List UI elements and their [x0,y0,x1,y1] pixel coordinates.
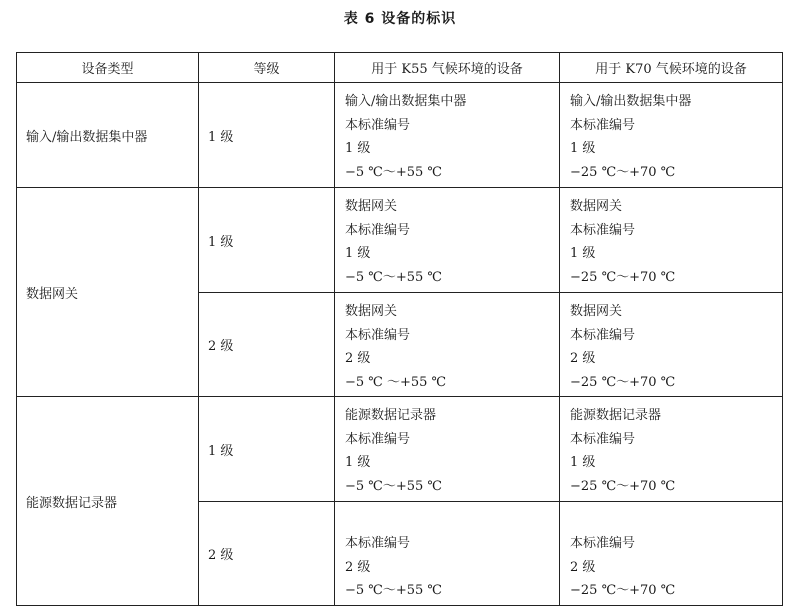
marking-line: 1 级 [570,141,596,156]
marking-line: 1 级 [345,246,371,261]
header-k70: 用于 K70 气候环境的设备 [560,53,783,83]
table-row [17,188,783,293]
marking-line: 能源数据记录器 [570,408,662,423]
marking-line: 1 级 [570,455,596,470]
marking-line: 本标准编号 [345,431,411,447]
k70-marking-cell [560,293,783,397]
k70-marking-cell [560,502,783,606]
marking-line: 2 级 [345,351,371,366]
marking-line: 数据网关 [345,304,398,319]
k55-marking-cell [335,502,560,606]
table-row [17,83,783,188]
marking-line: −5 ℃～+55 ℃ [345,164,442,180]
k55-marking-cell [335,188,560,293]
marking-line: 输入/输出数据集中器 [345,94,467,109]
k55-marking-cell [335,397,560,502]
marking-line: 数据网关 [570,199,623,214]
level-cell: 1 级 [199,83,335,188]
k70-marking-cell [560,397,783,502]
marking-line: −5 ℃～+55 ℃ [345,269,442,285]
marking-line: −5 ℃～+55 ℃ [345,478,442,494]
marking-line: −5 ℃ ～+55 ℃ [345,374,447,390]
marking-line: −25 ℃～+70 ℃ [570,164,676,180]
header-level: 等级 [199,53,335,83]
k70-marking-cell [560,188,783,293]
header-row [17,53,783,83]
marking-line: −25 ℃～+70 ℃ [570,478,676,494]
device-type-cell: 输入/输出数据集中器 [17,83,199,188]
marking-line: 1 级 [345,455,371,470]
marking-line: −25 ℃～+70 ℃ [570,269,676,285]
level-cell: 1 级 [199,188,335,293]
marking-line: −25 ℃～+70 ℃ [570,374,676,390]
device-type-cell: 数据网关 [17,188,199,397]
marking-line: 本标准编号 [570,222,636,238]
header-device-type: 设备类型 [17,53,199,83]
level-cell: 2 级 [199,502,335,606]
marking-line: 数据网关 [570,304,623,319]
marking-line: 2 级 [570,351,596,366]
marking-line: 本标准编号 [570,536,636,551]
marking-line: 本标准编号 [570,327,636,343]
marking-line: 2 级 [345,559,371,575]
header-k55: 用于 K55 气候环境的设备 [335,53,560,83]
marking-line: 本标准编号 [570,431,636,447]
k70-marking-cell [560,83,783,188]
marking-line: −25 ℃～+70 ℃ [570,583,676,598]
k55-marking-cell [335,293,560,397]
marking-line: 本标准编号 [570,117,636,133]
k55-marking-cell [335,83,560,188]
marking-line: 本标准编号 [345,327,411,343]
marking-line: −5 ℃～+55 ℃ [345,583,442,598]
marking-line: 本标准编号 [345,117,411,133]
marking-line: 本标准编号 [345,222,411,238]
marking-line: 2 级 [570,559,596,575]
marking-line: 数据网关 [345,199,398,214]
table-row [17,397,783,502]
device-marking-table [16,52,783,606]
marking-line: 1 级 [570,246,596,261]
level-cell: 1 级 [199,397,335,502]
level-cell: 2 级 [199,293,335,397]
marking-line: 本标准编号 [345,536,411,551]
table-title: 表 6 设备的标识 [343,11,457,27]
marking-line: 1 级 [345,141,371,156]
device-type-cell: 能源数据记录器 [17,397,199,606]
marking-line: 输入/输出数据集中器 [570,94,692,109]
marking-line: 能源数据记录器 [345,408,437,423]
